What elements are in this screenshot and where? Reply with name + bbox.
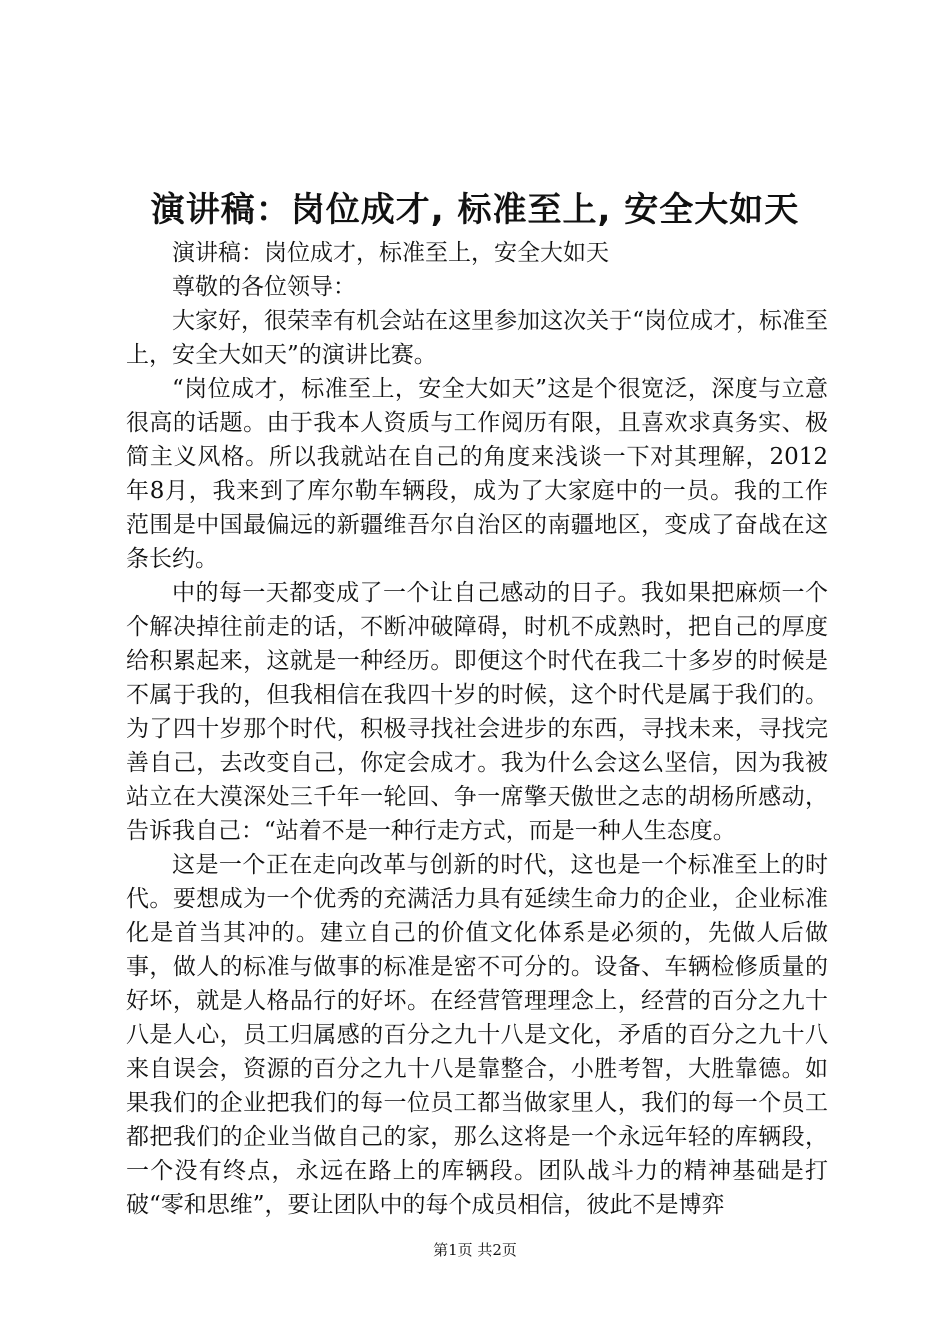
paragraph: 大家好，很荣幸有机会站在这里参加这次关于“岗位成才，标准至上，安全大如天”的演讲比赛。 <box>126 308 828 368</box>
document-title: 演讲稿：岗位成才, 标准至上, 安全大如天 <box>150 190 800 230</box>
paragraph: “岗位成才，标准至上，安全大如天”这是个很宽泛，深度与立意很高的话题。由于我本人资质与工作阅历有限，且喜欢求真务实、极简主义风格。所以我就站在自己的角度来浅谈一下对其理解，2012年8月，我来到了库尔勒车辆段，成为了大家庭中的一员。我的工作范围是中国最偏远的新疆维吾尔自治区的南疆地区，变成了奋战在这条长约。 <box>126 376 828 572</box>
page-footer: 第1页 共2页 <box>433 1241 517 1259</box>
document-body <box>126 236 828 1222</box>
paragraph: 演讲稿：岗位成才，标准至上，安全大如天 <box>172 240 609 266</box>
paragraph: 中的每一天都变成了一个让自己感动的日子。我如果把麻烦一个个解决掉往前走的话，不断冲破障碍，时机不成熟时，把自己的厚度给积累起来，这就是一种经历。即便这个时代在我二十多岁的时候是不属于我的，但我相信在我四十岁的时候，这个时代是属于我们的。为了四十岁那个时代，积极寻找社会进步的东西，寻找未来，寻找完善自己，去改变自己，你定会成才。我为什么会这么坚信，因为我被站立在大漠深处三千年一轮回、争一席擎天傲世之志的胡杨所感动，告诉我自己：“站着不是一种行走方式，而是一种人生态度。 <box>126 580 828 844</box>
paragraph: 这是一个正在走向改革与创新的时代，这也是一个标准至上的时代。要想成为一个优秀的充满活力具有延续生命力的企业，企业标准化是首当其冲的。建立自己的价值文化体系是必须的，先做人后做事，做人的标准与做事的标准是密不可分的。设备、车辆检修质量的好坏，就是人格品行的好坏。在经营管理理念上，经营的百分之九十八是人心，员工归属感的百分之九十八是文化，矛盾的百分之九十八来自误会，资源的百分之九十八是靠整合，小胜考智，大胜靠德。如果我们的企业把我们的每一位员工都当做家里人，我们的每一个员工都把我们的企业当做自己的家，那么这将是一个永远年轻的库辆段，一个没有终点，永远在路上的库辆段。团队战斗力的精神基础是打破“零和思维”，要让团队中的每个成员相信，彼此不是博弈 <box>126 852 828 1218</box>
paragraph: 尊敬的各位领导： <box>172 274 356 300</box>
